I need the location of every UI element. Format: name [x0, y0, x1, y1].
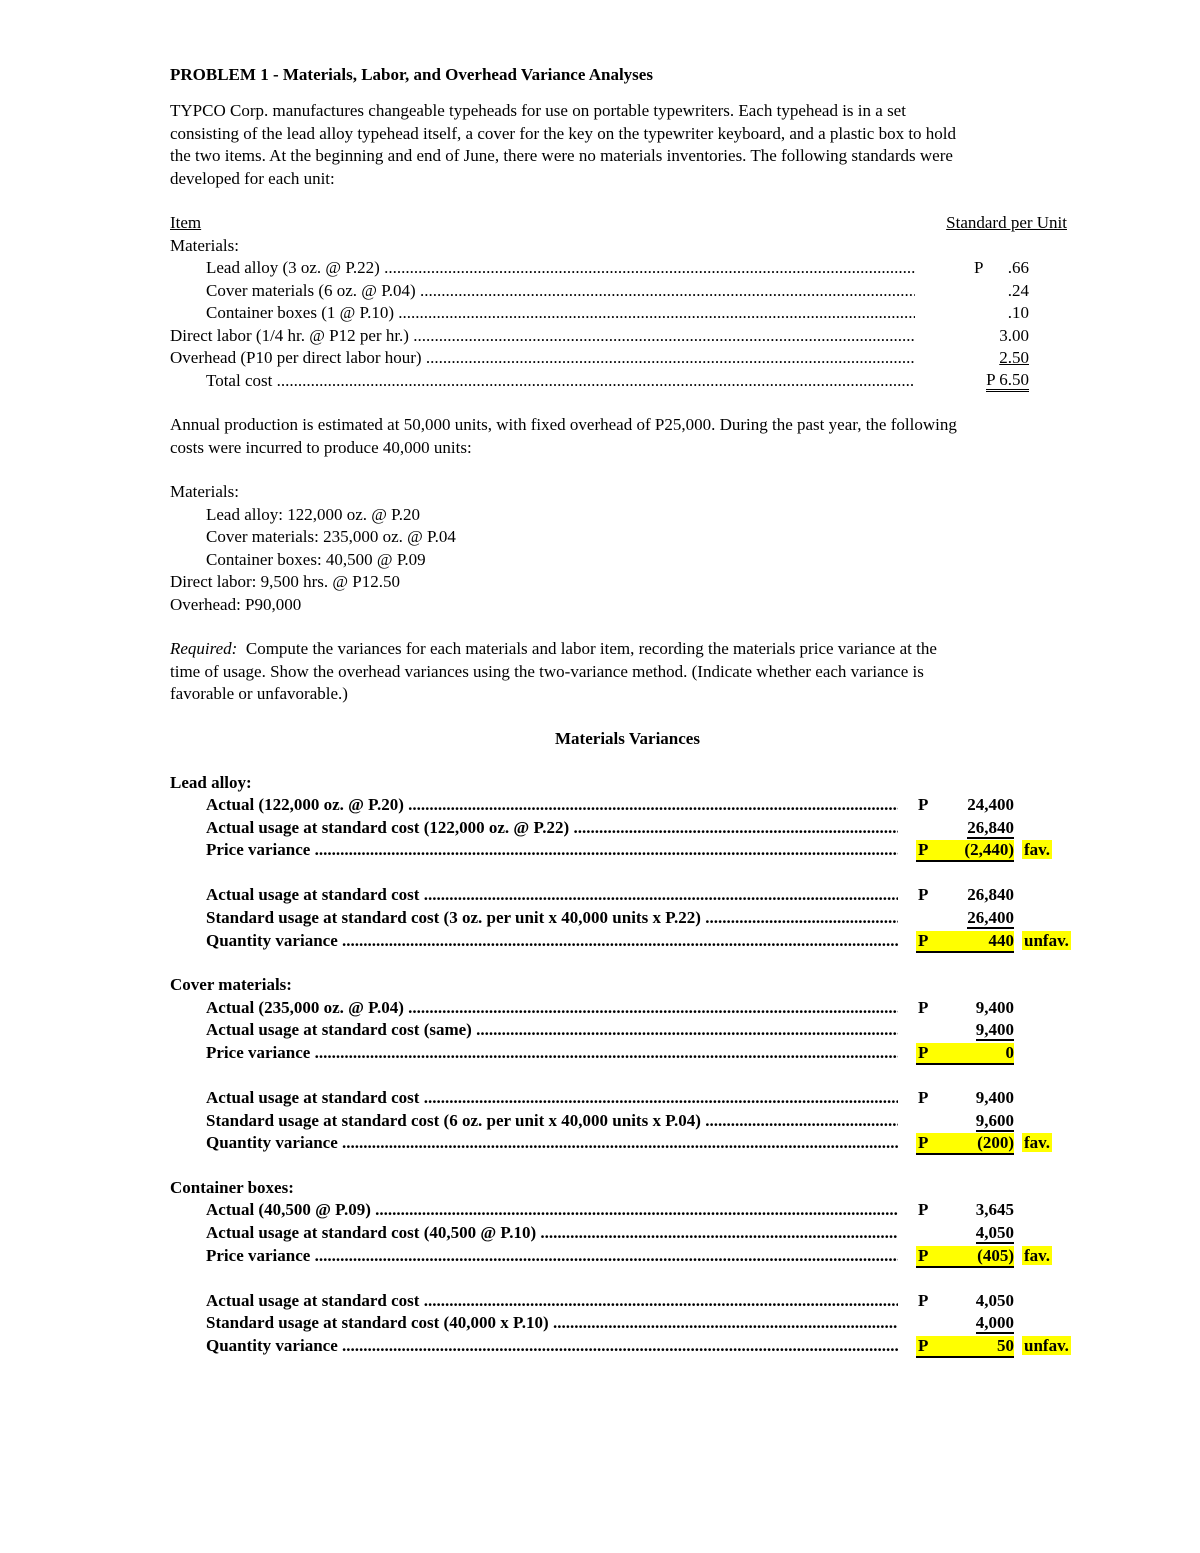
amount-value: 9,600: [975, 1110, 1014, 1130]
row-label: Actual usage at standard cost (same) .....: [206, 1019, 898, 1042]
intro-line: TYPCO Corp. manufactures changeable typeheads for use on portable typewriters. Each typehead is in a set: [170, 101, 906, 120]
row-amount: [940, 1019, 1014, 1042]
variance-note: fav.: [1024, 840, 1050, 860]
variance-result-row: [170, 1042, 1085, 1065]
row-amount: [940, 1222, 1014, 1245]
header-standard: Standard per Unit: [946, 213, 1067, 232]
row-label: Actual (122,000 oz. @ P.20) .....: [206, 794, 898, 817]
currency-symbol: P: [918, 1290, 929, 1310]
variance-result-row: [170, 1335, 1085, 1358]
row-amount: [940, 930, 1014, 953]
row-amount: [940, 884, 1014, 907]
variance-row: [170, 1110, 1085, 1133]
problem-title: PROBLEM 1 - Materials, Labor, and Overhead Variance Analyses: [170, 65, 653, 84]
row-label: Quantity variance .....: [206, 1335, 898, 1358]
section-title: Cover materials:: [170, 975, 292, 995]
amount-value: 0: [1005, 1042, 1014, 1062]
variance-row: [170, 1290, 1085, 1313]
row-amount: [940, 1110, 1014, 1133]
variance-result-row: [170, 930, 1085, 953]
currency-symbol: P: [918, 1088, 929, 1108]
intro-paragraph: [170, 100, 1085, 190]
currency-symbol: P: [918, 795, 929, 815]
amount-value: 50: [997, 1335, 1014, 1355]
spacer: [170, 1065, 1085, 1088]
spacer: [170, 1267, 1085, 1290]
required-paragraph: [170, 638, 1085, 706]
row-amount: [940, 997, 1014, 1020]
row-label: Standard usage at standard cost (40,000 x P.10) .....: [206, 1312, 898, 1335]
row-amount: [940, 907, 1014, 930]
amount-value: 9,400: [975, 1020, 1014, 1040]
amount-value: (200): [977, 1133, 1014, 1153]
required-label: Required:: [170, 639, 238, 658]
variance-note: unfav.: [1024, 1335, 1069, 1355]
variance-result-row: [170, 839, 1085, 862]
standards-header: [170, 212, 1085, 235]
actual-container: Container boxes: 40,500 @ P.09: [206, 549, 426, 569]
required-line: time of usage. Show the overhead variances using the two-variance method. (Indicate whether each variance is: [170, 661, 924, 681]
variance-note: unfav.: [1024, 930, 1069, 950]
amount-value: 9,400: [975, 1088, 1014, 1108]
variance-row: [170, 1199, 1085, 1222]
intro-line: developed for each unit:: [170, 168, 335, 188]
row-amount: [940, 1199, 1014, 1222]
document-page: [170, 64, 1085, 1379]
variance-row: [170, 997, 1085, 1020]
currency-symbol: P: [918, 1133, 929, 1153]
variance-note-wrap: [1022, 930, 1071, 953]
variance-section: [170, 974, 1085, 1155]
header-item: Item: [170, 213, 202, 232]
amount-value: 26,840: [967, 885, 1014, 905]
row-label: Actual (40,500 @ P.09) .....: [206, 1199, 898, 1222]
currency-symbol: P: [918, 840, 929, 860]
row-amount: [940, 1087, 1014, 1110]
row-amount: [940, 794, 1014, 817]
variance-row: [170, 1019, 1085, 1042]
spacer: [170, 862, 1085, 885]
row-label: Actual usage at standard cost (122,000 oz. @ P.22) .....: [206, 817, 898, 840]
variance-note-wrap: [1022, 1245, 1052, 1268]
section-title: Container boxes:: [170, 1177, 294, 1197]
amount-value: 4,000: [975, 1313, 1014, 1333]
row-amount: [940, 839, 1014, 862]
amount-value: 24,400: [967, 795, 1014, 815]
annual-paragraph: [170, 414, 1085, 459]
variance-note-wrap: [1022, 1132, 1052, 1155]
actual-labor: Direct labor: 9,500 hrs. @ P12.50: [170, 572, 401, 591]
actuals-materials-label: Materials:: [170, 482, 239, 501]
std-row-lead: Lead alloy (3 oz. @ P.22) ..... P .66: [170, 257, 1085, 280]
currency-symbol: P: [918, 1200, 929, 1220]
row-label: Price variance .....: [206, 1245, 898, 1268]
row-amount: [940, 1290, 1014, 1313]
amount-value: 3,645: [975, 1200, 1014, 1220]
actual-cover: Cover materials: 235,000 oz. @ P.04: [206, 527, 456, 546]
variance-row: [170, 1312, 1085, 1335]
amount-value: 9,400: [975, 997, 1014, 1017]
actual-overhead: Overhead: P90,000: [170, 594, 302, 614]
variance-note: fav.: [1024, 1245, 1050, 1265]
row-label: Actual usage at standard cost (40,500 @ P.10) .....: [206, 1222, 898, 1245]
row-amount: [940, 817, 1014, 840]
currency-symbol: P: [918, 930, 929, 950]
amount-value: 26,400: [967, 907, 1014, 927]
variance-row: [170, 884, 1085, 907]
variance-row: [170, 817, 1085, 840]
row-label: Quantity variance .....: [206, 930, 898, 953]
row-label: Actual usage at standard cost .....: [206, 1087, 898, 1110]
std-row-labor: Direct labor (1/4 hr. @ P12 per hr.) ..... 3.00: [170, 325, 1085, 348]
row-amount: [940, 1245, 1014, 1268]
std-row-total: Total cost ..... P 6.50: [170, 370, 1085, 393]
row-amount: [940, 1312, 1014, 1335]
annual-line: Annual production is estimated at 50,000 units, with fixed overhead of P25,000. During the past year, the following: [170, 415, 957, 434]
variance-row: [170, 907, 1085, 930]
row-label: Price variance .....: [206, 839, 898, 862]
currency-symbol: P: [918, 1335, 929, 1355]
row-label: Standard usage at standard cost (6 oz. per unit x 40,000 units x P.04) .....: [206, 1110, 898, 1133]
variance-row: [170, 1087, 1085, 1110]
row-label: Actual usage at standard cost .....: [206, 884, 898, 907]
row-label: Actual (235,000 oz. @ P.04) .....: [206, 997, 898, 1020]
variance-sections: [170, 772, 1085, 1358]
standards-table: [170, 212, 1085, 392]
amount-value: (405): [977, 1245, 1014, 1265]
row-amount: [940, 1132, 1014, 1155]
variance-section: [170, 1177, 1085, 1358]
row-label: Standard usage at standard cost (3 oz. per unit x 40,000 units x P.22) .....: [206, 907, 898, 930]
variances-heading: Materials Variances: [555, 728, 700, 748]
variance-row: [170, 794, 1085, 817]
amount-value: 26,840: [967, 817, 1014, 837]
variance-result-row: [170, 1132, 1085, 1155]
variance-note: fav.: [1024, 1133, 1050, 1153]
variance-result-row: [170, 1245, 1085, 1268]
actual-lead: Lead alloy: 122,000 oz. @ P.20: [206, 504, 420, 524]
row-label: Actual usage at standard cost .....: [206, 1290, 898, 1313]
std-row-overhead: Overhead (P10 per direct labor hour) ..... 2.50: [170, 347, 1085, 370]
variance-note-wrap: [1022, 1335, 1071, 1358]
currency-symbol: P: [918, 885, 929, 905]
actuals-list: [170, 481, 1085, 616]
amount-value: 440: [988, 930, 1014, 950]
variance-note-wrap: [1022, 839, 1052, 862]
currency-symbol: P: [918, 1042, 929, 1062]
row-label: Price variance .....: [206, 1042, 898, 1065]
row-label: Quantity variance .....: [206, 1132, 898, 1155]
intro-line: consisting of the lead alloy typehead itself, a cover for the key on the typewriter keyboard, and a plastic box to hold: [170, 123, 957, 143]
intro-line: the two items. At the beginning and end of June, there were no materials inventories. The following standards were: [170, 146, 953, 165]
amount-value: (2,440): [964, 840, 1014, 860]
row-amount: [940, 1042, 1014, 1065]
amount-value: 4,050: [975, 1223, 1014, 1242]
annual-line: costs were incurred to produce 40,000 units:: [170, 437, 472, 457]
row-amount: [940, 1335, 1014, 1358]
required-line: Compute the variances for each materials and labor item, recording the materials price variance at the: [237, 639, 937, 658]
amount-value: 4,050: [975, 1290, 1014, 1310]
required-line: favorable or unfavorable.): [170, 684, 348, 703]
currency-symbol: P: [918, 1245, 929, 1265]
std-row-cover: Cover materials (6 oz. @ P.04) ..... .24: [170, 280, 1085, 303]
std-row-container: Container boxes (1 @ P.10) ..... .10: [170, 302, 1085, 325]
variance-row: [170, 1222, 1085, 1245]
currency-symbol: P: [918, 997, 929, 1017]
variance-section: [170, 772, 1085, 953]
materials-label: Materials:: [170, 235, 239, 255]
section-title: Lead alloy:: [170, 772, 252, 792]
